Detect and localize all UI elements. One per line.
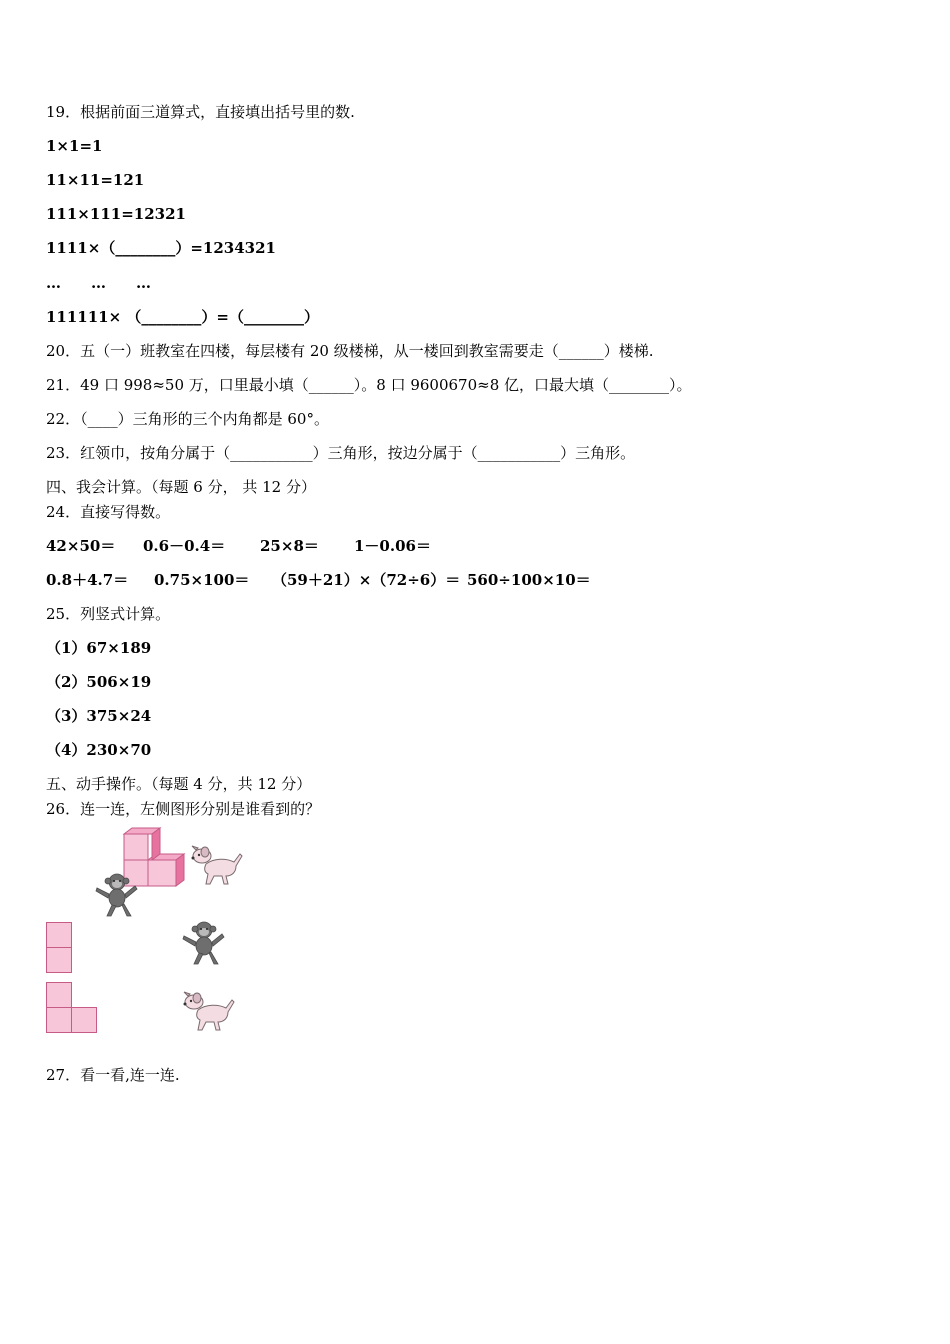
monkey-figure: [95, 872, 139, 918]
q24-item: 1－0.06＝: [354, 537, 431, 555]
q19-line-2: 11×11=121: [46, 171, 145, 189]
section-4-heading: 四、我会计算。（每题 6 分， 共 12 分）: [46, 478, 316, 496]
q25-item-1: （1）67×189: [46, 639, 152, 657]
q24-title: 24．直接写得数。: [46, 503, 171, 521]
q24-item: 560÷100×10＝: [467, 571, 591, 589]
q19-line-3: 111×111=12321: [46, 205, 186, 223]
q24-item: 0.75×100＝: [154, 571, 250, 589]
q24-item: 0.6－0.4＝: [143, 537, 226, 555]
q19-title: 19．根据前面三道算式，直接填出括号里的数.: [46, 103, 355, 121]
dog-option: [182, 988, 240, 1032]
monkey-option: [182, 920, 226, 966]
q21-text: 21．49 口 998≈50 万，口里最小填（______）。8 口 9600670≈8 亿，口最大填（________）。: [46, 376, 692, 394]
q25-item-4: （4）230×70: [46, 741, 152, 759]
view-two-stacked-squares: [46, 922, 72, 974]
q19-line-6: 111111× （________）=（________）: [46, 308, 319, 326]
dog-figure: [190, 842, 248, 886]
q23-text: 23．红领巾，按角分属于（___________）三角形，按边分属于（___________）三角形。: [46, 444, 636, 462]
q27-title: 27．看一看,连一连.: [46, 1066, 180, 1084]
view-l-shape: [46, 982, 98, 1034]
section-5-heading: 五、动手操作。（每题 4 分，共 12 分）: [46, 775, 312, 793]
q22-text: 22．（____）三角形的三个内角都是 60°。: [46, 410, 329, 428]
q25-title: 25．列竖式计算。: [46, 605, 171, 623]
q25-item-3: （3）375×24: [46, 707, 152, 725]
q20-text: 20．五（一）班教室在四楼，每层楼有 20 级楼梯，从一楼回到教室需要走（______）楼梯.: [46, 342, 654, 360]
q19-ellipsis: … … …: [46, 274, 152, 292]
q24-item: （59＋21）×（72÷6）＝: [272, 571, 461, 589]
q26-title: 26．连一连，左侧图形分别是谁看到的？: [46, 800, 321, 818]
q24-item: 0.8＋4.7＝: [46, 571, 129, 589]
q19-line-1: 1×1=1: [46, 137, 103, 155]
q24-item: 42×50＝: [46, 537, 116, 555]
q25-item-2: （2）506×19: [46, 673, 152, 691]
q19-line-4: 1111×（________）=1234321: [46, 239, 276, 257]
q24-item: 25×8＝: [260, 537, 319, 555]
